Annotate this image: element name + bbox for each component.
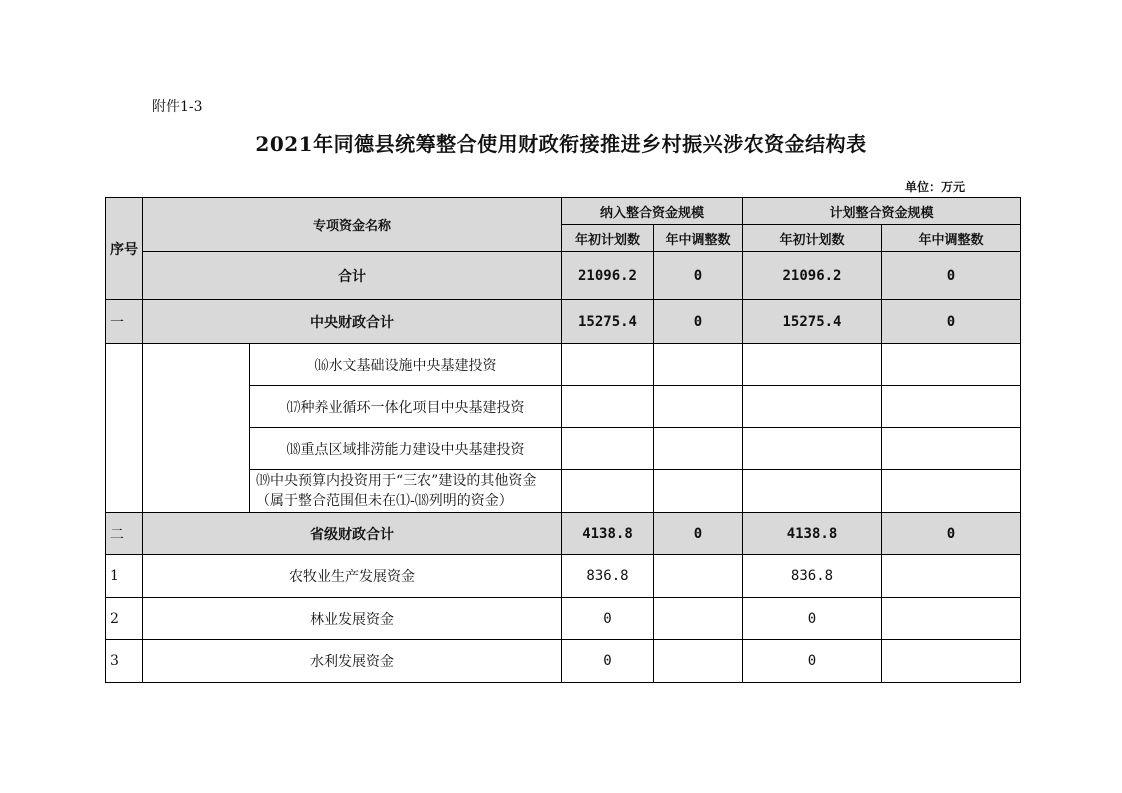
funds-structure-table bbox=[105, 197, 1021, 683]
central-items-category-blank bbox=[143, 344, 250, 513]
row-planned-annual: 0 bbox=[743, 598, 882, 640]
central-item-name: ⒄种养业循环一体化项目中央基建投资 bbox=[250, 386, 562, 428]
row-fund-name: 林业发展资金 bbox=[143, 598, 562, 640]
total-included-annual: 21096.2 bbox=[562, 252, 654, 300]
header-included-scale: 纳入整合资金规模 bbox=[562, 198, 743, 225]
header-included-annual: 年初计划数 bbox=[562, 225, 654, 252]
header-included-mid: 年中调整数 bbox=[654, 225, 743, 252]
table-row-total bbox=[106, 252, 1021, 300]
central-item-name: ⒅重点区域排涝能力建设中央基建投资 bbox=[250, 428, 562, 470]
central-seq: 一 bbox=[106, 300, 143, 344]
provincial-seq: 二 bbox=[106, 513, 143, 555]
total-planned-annual: 21096.2 bbox=[743, 252, 882, 300]
table-row bbox=[106, 640, 1021, 683]
central-items-seq-blank bbox=[106, 344, 143, 513]
central-included-mid: 0 bbox=[654, 300, 743, 344]
total-planned-mid: 0 bbox=[882, 252, 1021, 300]
row-seq: 1 bbox=[106, 555, 143, 598]
header-planned-annual: 年初计划数 bbox=[743, 225, 882, 252]
header-seq: 序号 bbox=[106, 198, 143, 300]
central-planned-mid: 0 bbox=[882, 300, 1021, 344]
provincial-planned-annual: 4138.8 bbox=[743, 513, 882, 555]
row-fund-name: 农牧业生产发展资金 bbox=[143, 555, 562, 598]
central-label: 中央财政合计 bbox=[143, 300, 562, 344]
header-planned-mid: 年中调整数 bbox=[882, 225, 1021, 252]
total-included-mid: 0 bbox=[654, 252, 743, 300]
table-row-central bbox=[106, 300, 1021, 344]
header-planned-scale: 计划整合资金规模 bbox=[743, 198, 1021, 225]
unit-label: 单位：万元 bbox=[905, 180, 966, 194]
total-label: 合计 bbox=[143, 252, 562, 300]
table-row bbox=[106, 598, 1021, 640]
row-planned-annual: 0 bbox=[743, 640, 882, 683]
provincial-included-mid: 0 bbox=[654, 513, 743, 555]
row-seq: 3 bbox=[106, 640, 143, 683]
row-fund-name: 水利发展资金 bbox=[143, 640, 562, 683]
central-included-annual: 15275.4 bbox=[562, 300, 654, 344]
central-item-name: ⒃水文基础设施中央基建投资 bbox=[250, 344, 562, 386]
central-item-name: ⒆中央预算内投资用于“三农”建设的其他资金（属于整合范围但未在⑴-⒅列明的资金） bbox=[250, 470, 562, 513]
provincial-label: 省级财政合计 bbox=[143, 513, 562, 555]
row-included-annual: 836.8 bbox=[562, 555, 654, 598]
central-planned-annual: 15275.4 bbox=[743, 300, 882, 344]
header-fund-name: 专项资金名称 bbox=[143, 198, 562, 252]
row-planned-annual: 836.8 bbox=[743, 555, 882, 598]
provincial-planned-mid: 0 bbox=[882, 513, 1021, 555]
table-row bbox=[106, 555, 1021, 598]
row-seq: 2 bbox=[106, 598, 143, 640]
page-title: 2021年同德县统筹整合使用财政衔接推进乡村振兴涉农资金结构表 bbox=[255, 132, 867, 156]
provincial-included-annual: 4138.8 bbox=[562, 513, 654, 555]
row-included-annual: 0 bbox=[562, 598, 654, 640]
attachment-label: 附件1-3 bbox=[152, 99, 203, 115]
table-row-provincial bbox=[106, 513, 1021, 555]
table-row bbox=[106, 344, 1021, 386]
row-included-annual: 0 bbox=[562, 640, 654, 683]
